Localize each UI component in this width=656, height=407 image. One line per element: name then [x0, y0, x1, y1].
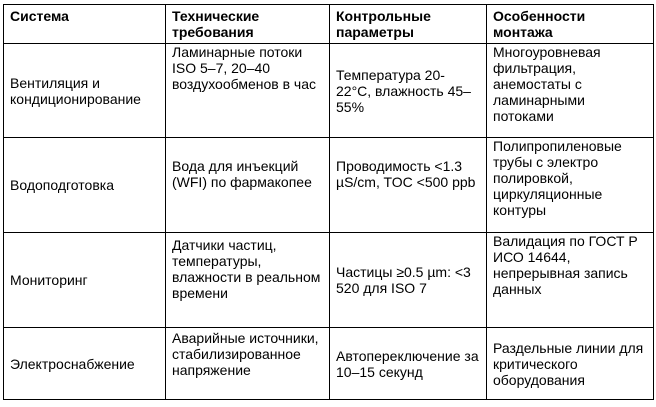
table-row	[4, 328, 654, 400]
systems-table	[3, 4, 654, 400]
cell-requirements: Вода для инъекций (WFI) по фармакопее	[166, 138, 330, 233]
header-parameters: Контрольные параметры	[330, 5, 487, 44]
table-header-row	[4, 5, 654, 44]
cell-system: Водоподготовка	[4, 138, 166, 233]
cell-installation: Многоуровневая фильтрация, анемостаты с ламинарными потоками	[487, 44, 654, 138]
cell-requirements: Датчики частиц, температуры, влажности в реальном времени	[166, 233, 330, 328]
cell-system: Электроснабжение	[4, 328, 166, 400]
header-requirements: Технические требования	[166, 5, 330, 44]
cell-requirements: Ламинарные потоки ISO 5–7, 20–40 воздухообменов в час	[166, 44, 330, 138]
header-system: Система	[4, 5, 166, 44]
cell-installation: Раздельные линии для критического оборудования	[487, 328, 654, 400]
cell-parameters: Температура 20-22°С, влажность 45–55%	[330, 44, 487, 138]
cell-requirements: Аварийные источники, стабилизированное напряжение	[166, 328, 330, 400]
table-row	[4, 138, 654, 233]
table-row	[4, 233, 654, 328]
cell-installation: Полипропиленовые трубы с электро полировкой, циркуляционные контуры	[487, 138, 654, 233]
cell-parameters: Проводимость <1.3 µS/cm, TOC <500 ppb	[330, 138, 487, 233]
cell-installation: Валидация по ГОСТ Р ИСО 14644, непрерывная запись данных	[487, 233, 654, 328]
cell-parameters: Автопереключение за 10–15 секунд	[330, 328, 487, 400]
table-row	[4, 44, 654, 138]
header-installation: Особенности монтажа	[487, 5, 654, 44]
cell-parameters: Частицы ≥0.5 µm: <3 520 для ISO 7	[330, 233, 487, 328]
cell-system: Вентиляция и кондиционирование	[4, 44, 166, 138]
cell-system: Мониторинг	[4, 233, 166, 328]
